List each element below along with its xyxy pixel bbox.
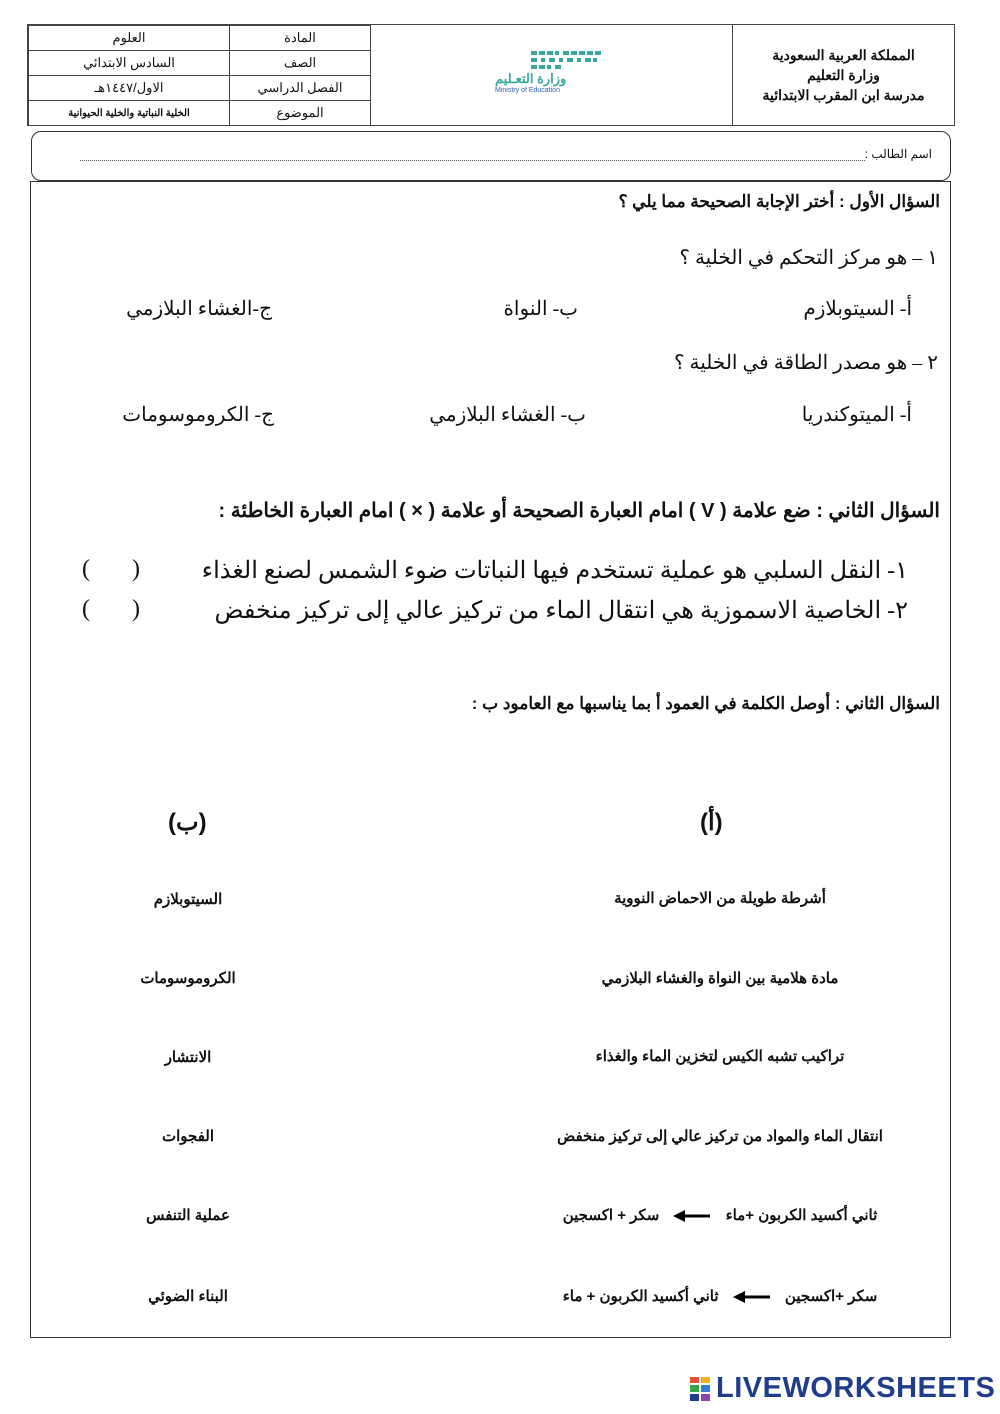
q1-1-option-a[interactable]: أ- السيتوبلازم: [803, 298, 912, 320]
q1-1-option-c[interactable]: ج-الغشاء البلازمي: [126, 298, 272, 320]
brand-text: LIVEWORKSHEETS: [716, 1372, 996, 1404]
info-value: الخلية النباتية والخلية الحيوانية: [29, 101, 230, 126]
tf-statement-1: ١- النقل السلبي هو عملية تستخدم فيها النباتات ضوء الشمس لصنع الغذاء: [201, 558, 908, 584]
equation-2-right: ثاني أكسيد الكربون + ماء: [562, 1288, 719, 1305]
q2-title: السؤال الثاني : ضع علامة ( V ) امام العبارة الصحيحة أو علامة ( × ) امام العبارة الخاطئة :: [218, 500, 940, 522]
column-b-item-4[interactable]: الفجوات: [161, 1128, 215, 1145]
q1-2-option-a[interactable]: أ- الميتوكندريا: [801, 404, 912, 426]
logo-text: [495, 71, 566, 94]
column-a-item-3[interactable]: تراكيب تشبه الكيس لتخزين الماء والغذاء: [595, 1048, 845, 1065]
equation-1-left: ثاني أكسيد الكربون +ماء: [725, 1207, 878, 1224]
icon-cell: [701, 1394, 710, 1401]
tf-answer-1[interactable]: ( ): [82, 556, 140, 582]
icon-cell: [690, 1385, 699, 1392]
column-a-item-4[interactable]: انتقال الماء والمواد من تركيز عالي إلى تركيز منخفض: [557, 1128, 883, 1145]
column-a-item-5[interactable]: [470, 1206, 970, 1224]
school-name: مدرسة ابن المقرب الابتدائية: [762, 87, 925, 103]
q1-question-2: ٢ – هو مصدر الطاقة في الخلية ؟: [673, 352, 938, 374]
info-row-topic: [29, 101, 371, 126]
info-value: العلوم: [29, 26, 230, 51]
column-b-item-6[interactable]: البناء الضوئي: [148, 1288, 228, 1305]
ministry-name: وزارة التعليم: [807, 67, 880, 83]
icon-cell: [701, 1385, 710, 1392]
student-name-field[interactable]: [80, 146, 865, 161]
info-value: السادس الابتدائي: [29, 51, 230, 76]
q3-title: السؤال الثاني : أوصل الكلمة في العمود أ بما يناسبها مع العامود ب :: [471, 694, 940, 713]
q1-2-option-b[interactable]: ب- الغشاء البلازمي: [429, 404, 586, 426]
info-row-semester: [29, 76, 371, 101]
icon-cell: [701, 1377, 710, 1384]
arrow-left-icon: [673, 1210, 711, 1222]
q1-title: السؤال الأول : أختر الإجابة الصحيحة مما يلي ؟: [618, 192, 940, 211]
tf-statement-2: ٢- الخاصية الاسموزية هي انتقال الماء من تركيز عالي إلى تركيز منخفض: [214, 598, 908, 624]
column-b-item-3[interactable]: الانتشار: [164, 1049, 212, 1066]
liveworksheets-brand: [690, 1372, 995, 1405]
info-row-grade: [29, 51, 371, 76]
tf-answer-2[interactable]: ( ): [82, 596, 140, 622]
logo-text-en: Ministry of Education: [495, 87, 560, 94]
school-info: [732, 25, 954, 125]
liveworksheets-icon: [690, 1377, 710, 1401]
info-label: الصف: [230, 51, 371, 76]
kingdom-name: المملكة العربية السعودية: [772, 47, 915, 63]
column-a-item-6[interactable]: [470, 1287, 970, 1305]
icon-cell: [690, 1394, 699, 1401]
info-label: المادة: [230, 26, 371, 51]
worksheet-header: [27, 24, 955, 126]
column-a-item-1[interactable]: أشرطة طويلة من الاحماض النووية: [614, 890, 826, 907]
info-label: الموضوع: [230, 101, 371, 126]
column-b-header: (ب): [168, 809, 207, 836]
info-label: الفصل الدراسي: [230, 76, 371, 101]
column-a-item-2[interactable]: مادة هلامية بين النواة والغشاء البلازمي: [601, 970, 839, 987]
equation-2-left: سكر +اكسجين: [784, 1288, 878, 1305]
icon-cell: [690, 1377, 699, 1384]
subject-info-table: [28, 25, 371, 126]
q1-1-option-b[interactable]: ب- النواة: [503, 298, 578, 320]
student-name-label: اسم الطالب :: [864, 147, 932, 161]
student-name-box: [31, 131, 951, 181]
info-row-subject: [29, 26, 371, 51]
arrow-left-icon: [733, 1291, 771, 1303]
logo-text-ar: وزارة التعـليم: [495, 71, 567, 86]
column-b-item-5[interactable]: عملية التنفس: [146, 1207, 230, 1224]
info-value: الاول/١٤٤٧هـ: [29, 76, 230, 101]
q1-question-1: ١ – هو مركز التحكم في الخلية ؟: [679, 247, 938, 269]
q1-2-option-c[interactable]: ج- الكروموسومات: [122, 404, 274, 426]
column-a-header: (أ): [700, 809, 723, 836]
column-b-item-2[interactable]: الكروموسومات: [140, 970, 236, 987]
ministry-logo: [370, 25, 732, 125]
equation-1-right: سكر + اكسجين: [562, 1207, 660, 1224]
column-b-item-1[interactable]: السيتوبلازم: [153, 891, 223, 908]
